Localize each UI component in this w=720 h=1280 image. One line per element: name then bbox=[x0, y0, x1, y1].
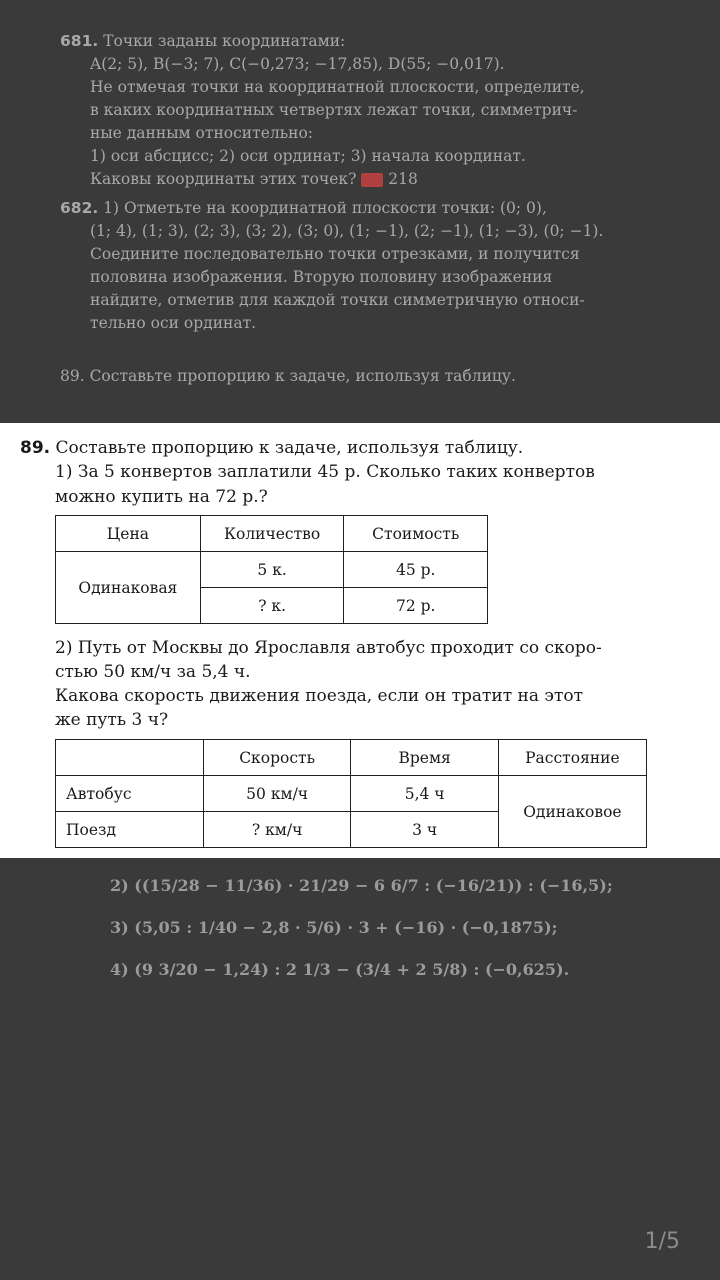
table-cell: 45 р. bbox=[344, 552, 488, 588]
table-cell: 50 км/ч bbox=[203, 776, 351, 812]
table-cell: Одинаковая bbox=[56, 552, 201, 624]
table-cell: 5,4 ч bbox=[351, 776, 498, 812]
expression-line: 4) (9 3/20 − 1,24) : 2 1/3 − (3/4 + 2 5/8) : (−0,625). bbox=[110, 960, 570, 979]
table-envelopes bbox=[55, 515, 488, 624]
reference-number: 218 bbox=[388, 170, 418, 188]
table-row bbox=[56, 776, 647, 812]
background-text bbox=[60, 30, 660, 394]
task-title bbox=[20, 435, 700, 461]
table-header-row bbox=[56, 516, 488, 552]
problem-number: 681. bbox=[60, 32, 99, 50]
text-line: 89. Составьте пропорцию к задаче, используя таблицу. bbox=[60, 367, 516, 385]
text-line: 1) Отметьте на координатной плоскости точки: (0; 0), bbox=[103, 199, 547, 217]
text-line: 1) оси абсцисс; 2) оси ординат; 3) начала координат. bbox=[90, 147, 526, 165]
table-cell: Поезд bbox=[56, 812, 204, 848]
text-line: (1; 4), (1; 3), (2; 3), (3; 2), (3; 0), (1; −1), (2; −1), (1; −3), (0; −1). bbox=[90, 222, 604, 240]
expression-line: 3) (5,05 : 1/40 − 2,8 · 5/6) · 3 + (−16) · (−0,1875); bbox=[110, 918, 558, 937]
text-line: Не отмечая точки на координатной плоскости, определите, bbox=[90, 78, 585, 96]
text-line: 1) За 5 конвертов заплатили 45 р. Сколько таких конвертов bbox=[55, 462, 595, 482]
text-line: A(2; 5), B(−3; 7), C(−0,273; −17,85), D(55; −0,017). bbox=[90, 55, 505, 73]
table-header: Количество bbox=[200, 516, 344, 552]
table-row bbox=[56, 552, 488, 588]
table-header: Расстояние bbox=[498, 740, 646, 776]
background-expressions bbox=[110, 865, 670, 991]
question-2 bbox=[55, 636, 655, 732]
text-line: найдите, отметив для каждой точки симметричную относи- bbox=[90, 291, 585, 309]
table-header: Стоимость bbox=[344, 516, 488, 552]
question-1 bbox=[55, 460, 655, 510]
table-header: Время bbox=[351, 740, 498, 776]
table-cell: 5 к. bbox=[200, 552, 344, 588]
problem-number: 682. bbox=[60, 199, 99, 217]
table-cell: ? к. bbox=[200, 588, 344, 624]
table-header: Скорость bbox=[203, 740, 351, 776]
table-cell: Автобус bbox=[56, 776, 204, 812]
text-line: же путь 3 ч? bbox=[55, 710, 169, 730]
text-line: стью 50 км/ч за 5,4 ч. bbox=[55, 662, 251, 682]
book-icon bbox=[361, 173, 383, 187]
text-line: 2) Путь от Москвы до Ярославля автобус проходит со скоро- bbox=[55, 638, 602, 658]
text-line: Каковы координаты этих точек? bbox=[90, 170, 357, 188]
text-line: тельно оси ординат. bbox=[90, 314, 257, 332]
page-counter: 1/5 bbox=[644, 1229, 680, 1254]
table-cell: ? км/ч bbox=[203, 812, 351, 848]
text-line: Точки заданы координатами: bbox=[103, 32, 346, 50]
table-cell: 72 р. bbox=[344, 588, 488, 624]
text-line: Соедините последовательно точки отрезками, и получится bbox=[90, 245, 580, 263]
table-bus-train bbox=[55, 739, 647, 848]
task-heading: Составьте пропорцию к задаче, используя таблицу. bbox=[55, 438, 524, 458]
text-line: Какова скорость движения поезда, если он тратит на этот bbox=[55, 686, 583, 706]
table-header bbox=[56, 740, 204, 776]
table-cell: 3 ч bbox=[351, 812, 498, 848]
text-line: в каких координатных четвертях лежат точки, симметрич- bbox=[90, 101, 578, 119]
text-line: можно купить на 72 р.? bbox=[55, 487, 268, 507]
text-line: ные данным относительно: bbox=[90, 124, 314, 142]
zoomed-task-card bbox=[0, 423, 720, 858]
expression-line: 2) ((15/28 − 11/36) · 21/29 − 6 6/7 : (−16/21)) : (−16,5); bbox=[110, 876, 613, 895]
text-line: половина изображения. Вторую половину изображения bbox=[90, 268, 553, 286]
task-number: 89. bbox=[20, 438, 51, 458]
table-cell: Одинаковое bbox=[498, 776, 646, 848]
table-header: Цена bbox=[56, 516, 201, 552]
table-header-row bbox=[56, 740, 647, 776]
